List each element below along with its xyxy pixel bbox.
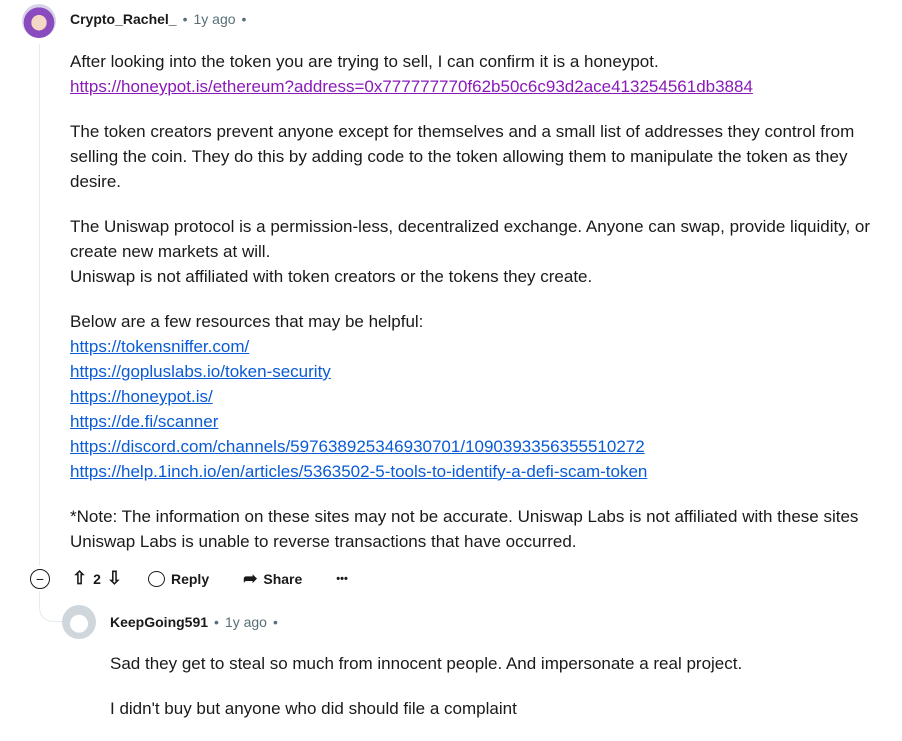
comment-time[interactable]: 1y ago bbox=[193, 11, 236, 27]
crypto-rachel-avatar[interactable] bbox=[22, 4, 56, 38]
text-line: Below are a few resources that may be helpful: bbox=[70, 312, 424, 331]
reply-author[interactable]: KeepGoing591 bbox=[110, 614, 209, 630]
comment-paragraph bbox=[70, 119, 895, 194]
comment-body bbox=[70, 49, 895, 574]
comment-paragraph bbox=[70, 214, 895, 289]
thread-line[interactable] bbox=[39, 44, 40, 566]
comment-paragraph bbox=[70, 309, 895, 484]
downvote-icon[interactable]: ⇩ bbox=[106, 568, 122, 588]
resource-link[interactable]: https://help.1inch.io/en/articles/5363502-5-tools-to-identify-a-defi-scam-token bbox=[70, 462, 648, 481]
text-line: The token creators prevent anyone except for themselves and a small list of addresses they control from selling the coin. They do this by adding code to the token allowing them to manipulate the token as they desire. bbox=[70, 122, 855, 191]
resource-link[interactable]: https://discord.com/channels/597638925346930701/1090393356355510272 bbox=[70, 437, 645, 456]
reply-button[interactable] bbox=[148, 571, 209, 587]
reply-paragraph: Sad they get to steal so much from innocent people. And impersonate a real project. bbox=[110, 654, 743, 673]
collapse-icon[interactable]: − bbox=[30, 569, 50, 589]
keepgoing591-avatar[interactable] bbox=[62, 605, 96, 639]
more-options-button[interactable]: ••• bbox=[336, 572, 348, 585]
comment-author[interactable]: Crypto_Rachel_ bbox=[70, 11, 177, 27]
vote-count: 2 bbox=[93, 570, 101, 587]
resource-link[interactable]: https://de.fi/scanner bbox=[70, 412, 219, 431]
resource-link[interactable]: https://gopluslabs.io/token-security bbox=[70, 362, 331, 381]
comment-paragraph bbox=[70, 504, 895, 554]
share-arrow-icon: ➦ bbox=[243, 568, 258, 588]
reply-paragraph: I didn't buy but anyone who did should file a complaint bbox=[110, 699, 517, 718]
text-line: After looking into the token you are trying to sell, I can confirm it is a honeypot. bbox=[70, 52, 659, 71]
resource-link[interactable]: https://tokensniffer.com/ bbox=[70, 337, 250, 356]
share-label: Share bbox=[263, 570, 303, 587]
text-line: The Uniswap protocol is a permission-less, decentralized exchange. Anyone can swap, provide liquidity, or create new markets at will. bbox=[70, 217, 871, 261]
resource-link[interactable]: https://honeypot.is/ bbox=[70, 387, 213, 406]
comment-bubble-icon bbox=[148, 571, 165, 587]
share-button[interactable] bbox=[243, 569, 302, 589]
text-line: Uniswap is not affiliated with token creators or the tokens they create. bbox=[70, 267, 593, 286]
reply-body bbox=[110, 651, 890, 741]
reply-label: Reply bbox=[170, 570, 210, 587]
reply-connector bbox=[39, 591, 62, 622]
text-line: Uniswap Labs is unable to reverse transactions that have occurred. bbox=[70, 532, 577, 551]
reply-time[interactable]: 1y ago bbox=[224, 614, 267, 630]
text-line: *Note: The information on these sites may not be accurate. Uniswap Labs is not affiliated with these sites bbox=[70, 507, 859, 526]
comment-paragraph bbox=[70, 49, 895, 99]
resource-link[interactable]: https://honeypot.is/ethereum?address=0x777777770f62b50c6c93d2ace413254561db3884 bbox=[70, 77, 753, 96]
upvote-icon[interactable]: ⇧ bbox=[72, 568, 88, 588]
